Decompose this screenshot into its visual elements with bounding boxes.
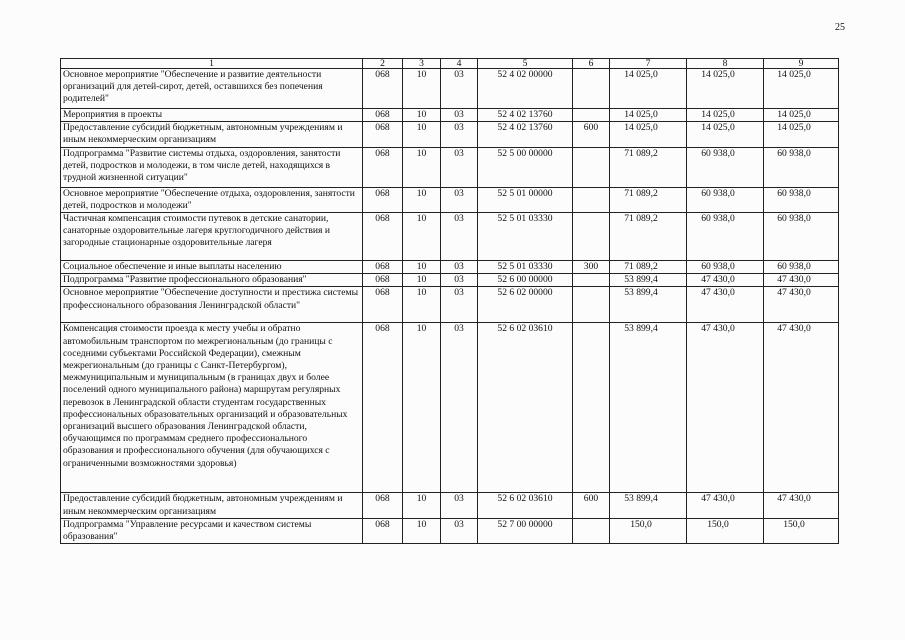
header-cell: 1	[61, 59, 363, 69]
table-row	[61, 122, 839, 147]
row-name: Подпрограмма "Развитие системы отдыха, оздоровления, занятости детей, подростков и молодежи, в том числе детей, находящихся в трудной жизненной ситуации"	[61, 147, 363, 187]
header-cell: 7	[610, 59, 687, 69]
row-amount-year3: 47 430,0	[764, 287, 839, 323]
row-amount-year3: 14 025,0	[764, 69, 839, 109]
table-row	[61, 69, 839, 109]
row-amount-year1: 71 089,2	[610, 213, 687, 261]
row-name: Предоставление субсидий бюджетным, автономным учреждениям и иным некоммерческим организациям	[61, 122, 363, 147]
row-name: Мероприятия в проекты	[61, 109, 363, 122]
header-row	[61, 59, 839, 69]
row-amount-year3: 47 430,0	[764, 493, 839, 518]
row-section: 10	[403, 187, 441, 212]
row-amount-year1: 71 089,2	[610, 261, 687, 274]
row-amount-year1: 14 025,0	[610, 109, 687, 122]
table-row	[61, 261, 839, 274]
row-amount-year2: 14 025,0	[687, 69, 764, 109]
header-cell: 5	[478, 59, 573, 69]
row-expense-type	[573, 109, 610, 122]
row-amount-year3: 60 938,0	[764, 261, 839, 274]
row-amount-year3: 47 430,0	[764, 323, 839, 493]
row-amount-year3: 60 938,0	[764, 147, 839, 187]
row-name: Подпрограмма "Развитие профессионального образования"	[61, 274, 363, 287]
row-amount-year1: 53 899,4	[610, 274, 687, 287]
header-cell: 8	[687, 59, 764, 69]
row-amount-year2: 60 938,0	[687, 147, 764, 187]
row-subsection: 03	[441, 323, 478, 493]
row-name: Предоставление субсидий бюджетным, автономным учреждениям и иным некоммерческим организациям	[61, 493, 363, 518]
row-subsection: 03	[441, 122, 478, 147]
row-target-code: 52 5 01 03330	[478, 213, 573, 261]
header-cell: 2	[363, 59, 403, 69]
row-name: Частичная компенсация стоимости путевок в детские санатории, санаторные оздоровительные лагеря круглогодичного действия и загородные стационарные оздоровительные лагеря	[61, 213, 363, 261]
row-name: Подпрограмма "Управление ресурсами и качеством системы образования"	[61, 518, 363, 543]
row-admin-code: 068	[363, 147, 403, 187]
row-target-code: 52 7 00 00000	[478, 518, 573, 543]
row-admin-code: 068	[363, 187, 403, 212]
row-target-code: 52 5 00 00000	[478, 147, 573, 187]
row-amount-year1: 53 899,4	[610, 323, 687, 493]
row-amount-year1: 150,0	[610, 518, 687, 543]
row-name: Основное мероприятие "Обеспечение и развитие деятельности организаций для детей-сирот, детей, оставшихся без попечения родителей"	[61, 69, 363, 109]
row-amount-year3: 14 025,0	[764, 109, 839, 122]
row-section: 10	[403, 261, 441, 274]
row-admin-code: 068	[363, 109, 403, 122]
row-name: Основное мероприятие "Обеспечение отдыха, оздоровления, занятости детей, подростков и молодежи"	[61, 187, 363, 212]
header-cell: 6	[573, 59, 610, 69]
table-row	[61, 493, 839, 518]
row-target-code: 52 4 02 13760	[478, 122, 573, 147]
row-section: 10	[403, 109, 441, 122]
row-amount-year3: 150,0	[764, 518, 839, 543]
row-subsection: 03	[441, 187, 478, 212]
row-section: 10	[403, 69, 441, 109]
table-row	[61, 274, 839, 287]
row-target-code: 52 6 02 00000	[478, 287, 573, 323]
row-section: 10	[403, 518, 441, 543]
row-expense-type	[573, 323, 610, 493]
header-cell: 9	[764, 59, 839, 69]
row-section: 10	[403, 287, 441, 323]
row-subsection: 03	[441, 213, 478, 261]
row-amount-year2: 14 025,0	[687, 109, 764, 122]
table-row	[61, 109, 839, 122]
table-row	[61, 323, 839, 493]
row-subsection: 03	[441, 109, 478, 122]
table-row	[61, 147, 839, 187]
header-cell: 4	[441, 59, 478, 69]
row-amount-year1: 71 089,2	[610, 147, 687, 187]
row-amount-year2: 47 430,0	[687, 323, 764, 493]
row-expense-type	[573, 518, 610, 543]
row-amount-year2: 47 430,0	[687, 274, 764, 287]
row-amount-year2: 60 938,0	[687, 213, 764, 261]
row-subsection: 03	[441, 69, 478, 109]
row-amount-year3: 47 430,0	[764, 274, 839, 287]
row-amount-year2: 14 025,0	[687, 122, 764, 147]
row-target-code: 52 5 01 03330	[478, 261, 573, 274]
row-expense-type	[573, 213, 610, 261]
row-expense-type: 600	[573, 493, 610, 518]
row-section: 10	[403, 493, 441, 518]
row-admin-code: 068	[363, 122, 403, 147]
row-section: 10	[403, 147, 441, 187]
table-row	[61, 213, 839, 261]
table-row	[61, 187, 839, 212]
row-amount-year2: 150,0	[687, 518, 764, 543]
row-target-code: 52 6 02 03610	[478, 323, 573, 493]
row-target-code: 52 5 01 00000	[478, 187, 573, 212]
row-name: Социальное обеспечение и иные выплаты населению	[61, 261, 363, 274]
row-target-code: 52 4 02 13760	[478, 109, 573, 122]
row-expense-type: 600	[573, 122, 610, 147]
row-target-code: 52 6 00 00000	[478, 274, 573, 287]
row-admin-code: 068	[363, 261, 403, 274]
table-row	[61, 518, 839, 543]
budget-table	[60, 58, 839, 544]
row-subsection: 03	[441, 493, 478, 518]
row-subsection: 03	[441, 261, 478, 274]
row-amount-year2: 47 430,0	[687, 493, 764, 518]
row-admin-code: 068	[363, 213, 403, 261]
row-target-code: 52 4 02 00000	[478, 69, 573, 109]
row-subsection: 03	[441, 274, 478, 287]
row-expense-type: 300	[573, 261, 610, 274]
row-amount-year1: 53 899,4	[610, 287, 687, 323]
row-section: 10	[403, 323, 441, 493]
row-amount-year2: 47 430,0	[687, 287, 764, 323]
row-expense-type	[573, 287, 610, 323]
row-amount-year2: 60 938,0	[687, 261, 764, 274]
row-amount-year3: 14 025,0	[764, 122, 839, 147]
row-amount-year3: 60 938,0	[764, 213, 839, 261]
row-section: 10	[403, 122, 441, 147]
row-admin-code: 068	[363, 287, 403, 323]
row-subsection: 03	[441, 518, 478, 543]
row-name: Компенсация стоимости проезда к месту учебы и обратно автомобильным транспортом по межрегиональным (до границы с соседними субъектами Российской Федерации), смежным межрегиональным (до границы с Санкт-Петербургом), межмуниципальным и муниципальным (в границах двух и более поселений одного муниципального района) маршрутам регулярных перевозок в Ленинградской области студентам государственных профессиональных образовательных организаций и образовательных организаций высшего образования Ленинградской области, обучающимся по программам среднего профессионального образования и профессионального обучения (для обучающихся с ограниченными возможностями здоровья)	[61, 323, 363, 493]
row-section: 10	[403, 274, 441, 287]
row-admin-code: 068	[363, 274, 403, 287]
row-amount-year3: 60 938,0	[764, 187, 839, 212]
row-amount-year1: 71 089,2	[610, 187, 687, 212]
row-subsection: 03	[441, 287, 478, 323]
row-expense-type	[573, 69, 610, 109]
row-section: 10	[403, 213, 441, 261]
row-target-code: 52 6 02 03610	[478, 493, 573, 518]
row-expense-type	[573, 147, 610, 187]
row-amount-year1: 14 025,0	[610, 122, 687, 147]
row-amount-year2: 60 938,0	[687, 187, 764, 212]
header-cell: 3	[403, 59, 441, 69]
page-number: 25	[835, 22, 845, 33]
row-amount-year1: 14 025,0	[610, 69, 687, 109]
table-row	[61, 287, 839, 323]
row-expense-type	[573, 274, 610, 287]
row-expense-type	[573, 187, 610, 212]
row-admin-code: 068	[363, 518, 403, 543]
row-subsection: 03	[441, 147, 478, 187]
row-admin-code: 068	[363, 493, 403, 518]
row-admin-code: 068	[363, 69, 403, 109]
row-name: Основное мероприятие "Обеспечение доступности и престижа системы профессионального образования Ленинградской области"	[61, 287, 363, 323]
row-admin-code: 068	[363, 323, 403, 493]
row-amount-year1: 53 899,4	[610, 493, 687, 518]
